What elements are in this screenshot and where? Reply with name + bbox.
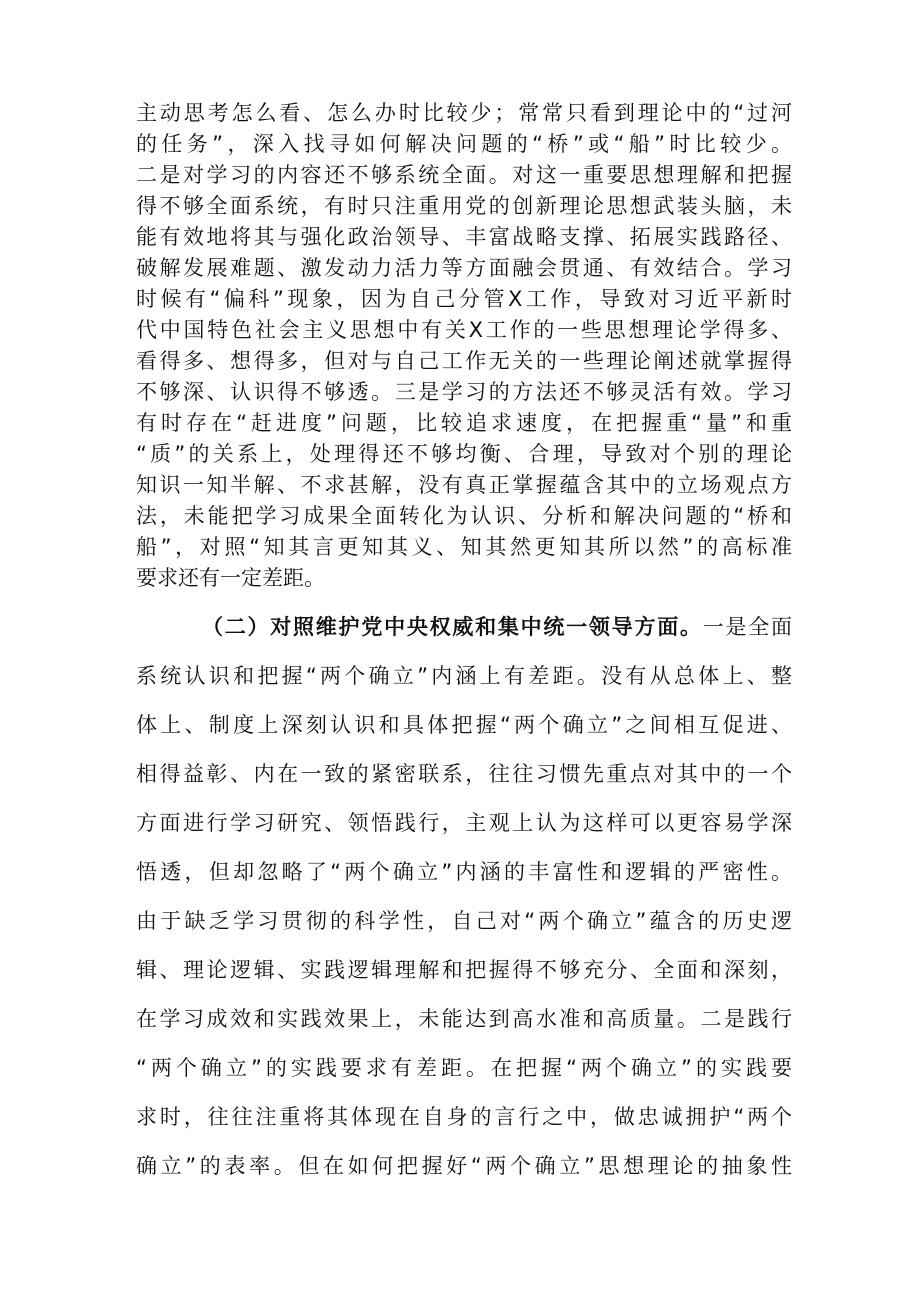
text-line: 主动思考怎么看、怎么办时比较少；常常只看到理论中的“过河 (136, 101, 792, 125)
text-line: 代中国特色社会主义思想中有关X工作的一些思想理论学得多、 (136, 318, 792, 342)
text-line: 在学习成效和实践效果上，未能达到高水准和高质量。二是践行 (136, 1007, 792, 1031)
text-line: 相得益彰、内在一致的紧密联系，往往习惯先重点对其中的一个 (136, 762, 792, 786)
text-line: 的任务”，深入找寻如何解决问题的“桥”或“船”时比较少。 (136, 132, 792, 156)
text-line: 不够深、认识得不够透。三是学习的方法还不够灵活有效。学习 (136, 380, 792, 404)
text-line: 得不够全面系统，有时只注重用党的创新理论思想武装头脑，未 (136, 194, 792, 218)
text-line: 辑、理论逻辑、实践逻辑理解和把握得不够充分、全面和深刻， (136, 958, 792, 982)
text-line: 悟透，但却忽略了“两个确立”内涵的丰富性和逻辑的严密性。 (136, 860, 792, 884)
first-line (136, 603, 792, 652)
text-line: 系统认识和把握“两个确立”内涵上有差距。没有从总体上、整 (136, 664, 792, 688)
paragraph-party-authority (136, 603, 792, 1191)
text-line: 知识一知半解、不求甚解，没有真正掌握蕴含其中的立场观点方 (136, 473, 792, 497)
text-line: 确立”的表率。但在如何把握好“两个确立”思想理论的抽象性 (136, 1154, 792, 1178)
text-line: 求时，往往注重将其体现在自身的言行之中，做忠诚拥护“两个 (136, 1105, 792, 1129)
section-heading: （二）对照维护党中央权威和集中统一领导方面。 (202, 615, 703, 639)
text-line: “两个确立”的实践要求有差距。在把握“两个确立”的实践要 (136, 1056, 792, 1080)
text-line: 二是对学习的内容还不够系统全面。对这一重要思想理解和把握 (136, 163, 792, 187)
text-line: 看得多、想得多，但对与自己工作无关的一些理论阐述就掌握得 (136, 349, 792, 373)
first-line-text: 一是全面 (702, 615, 792, 639)
text-line: 要求还有一定差距。 (136, 566, 325, 590)
text-line: 由于缺乏学习贯彻的科学性，自己对“两个确立”蕴含的历史逻 (136, 909, 792, 933)
text-line: 时候有“偏科”现象，因为自己分管X工作，导致对习近平新时 (136, 287, 792, 311)
text-line: 法，未能把学习成果全面转化为认识、分析和解决问题的“桥和 (136, 504, 792, 528)
text-line: 破解发展难题、激发动力活力等方面融会贯通、有效结合。学习 (136, 256, 792, 280)
text-line: “质”的关系上，处理得还不够均衡、合理，导致对个别的理论 (136, 442, 792, 466)
text-line: 船”，对照“知其言更知其义、知其然更知其所以然”的高标准 (136, 535, 792, 559)
text-line: 能有效地将其与强化政治领导、丰富战略支撑、拓展实践路径、 (136, 225, 792, 249)
text-line: 方面进行学习研究、领悟践行，主观上认为这样可以更容易学深 (136, 811, 792, 835)
text-line: 有时存在“赶进度”问题，比较追求速度，在把握重“量”和重 (136, 411, 792, 435)
text-line: 体上、制度上深刻认识和具体把握“两个确立”之间相互促进、 (136, 713, 792, 737)
paragraph-study-problems (136, 98, 792, 594)
